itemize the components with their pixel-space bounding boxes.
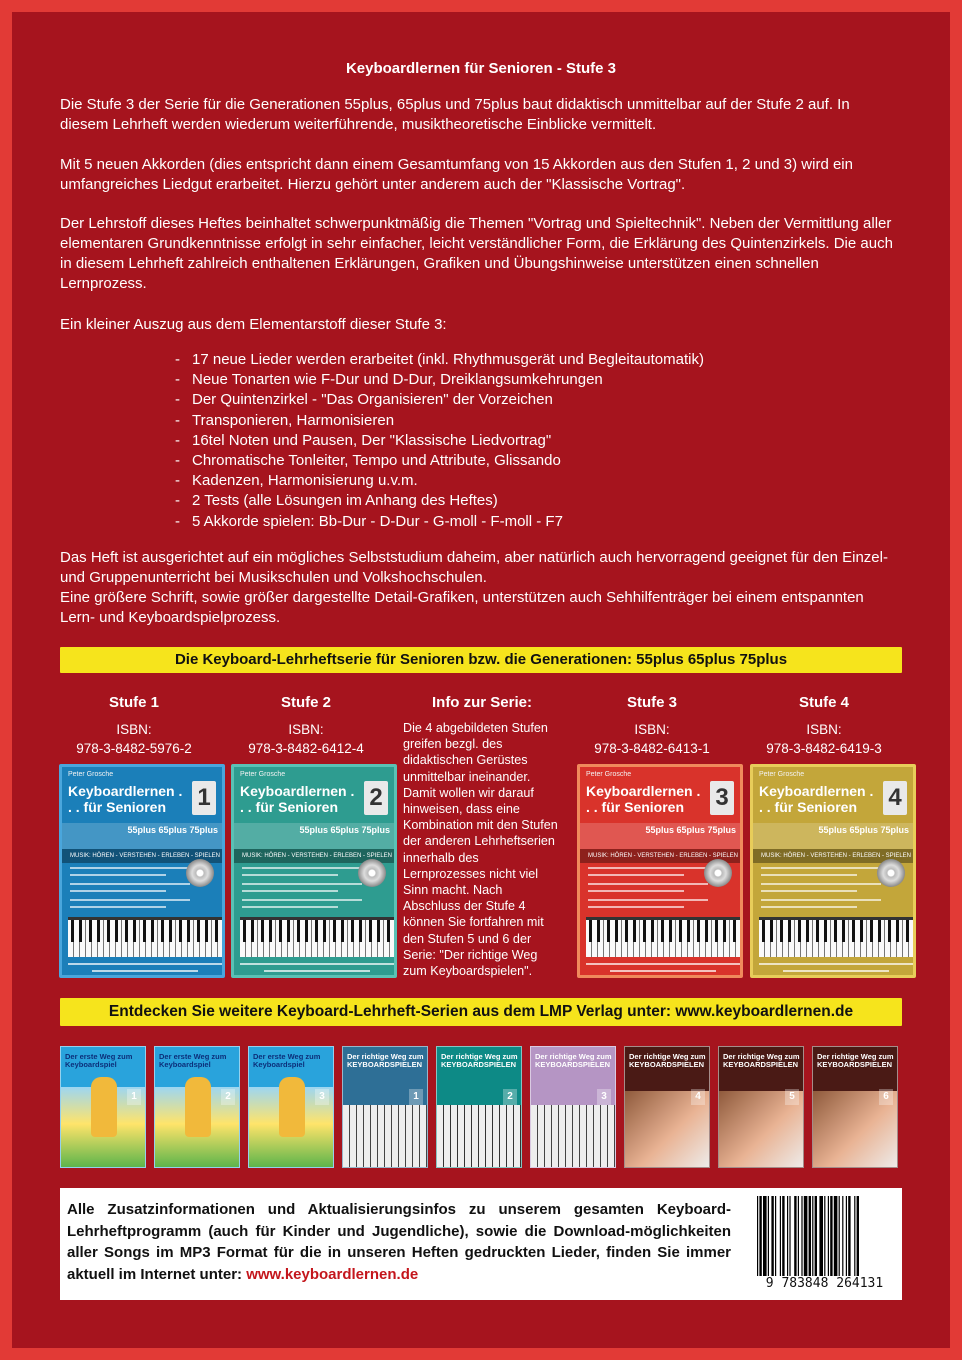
- book-bullets: [761, 867, 881, 915]
- cd-icon: [358, 859, 386, 887]
- barcode-bar: [771, 1196, 773, 1276]
- column-heading: Stufe 3: [626, 694, 677, 711]
- isbn-block: [222, 720, 390, 758]
- series-thumbnail: [60, 1046, 146, 1168]
- piano-keys-image: [240, 917, 394, 957]
- book-ages: 55plus 65plus 75plus: [818, 825, 909, 835]
- isbn-number: 978-3-8482-6412-4: [248, 741, 364, 756]
- isbn-number: 978-3-8482-5976-2: [76, 741, 192, 756]
- barcode-bar: [757, 1196, 758, 1276]
- piano-keys-image: [68, 917, 222, 957]
- column-heading: Stufe 2: [280, 694, 331, 711]
- book-cover-stufe-1: [59, 764, 225, 978]
- large-print-text: Eine größere Schrift, sowie größer dargestellte Detail-Grafiken, unterstützen auch Sehhilfenträger bei einem entspannten Lern- und Keyboardspielprozess.: [60, 589, 864, 626]
- book-title: Keyboardlernen . . . für Senioren: [68, 783, 183, 815]
- book-author: Peter Grosche: [759, 771, 805, 778]
- content-paragraph: Der Lehrstoff dieses Heftes beinhaltet schwerpunktmäßig die Themen "Vortrag und Spieltechnik". Neben der Vermittlung aller elementaren Grundkenntnisse erfolgt in sehr einfacher, leicht verständlicher Form, die Erklärung des Quintenzirkels. Die auch in diesem Lehrheft zahlreich enthaltenen Erklärungen, Grafiken und Übungshinweise unterstützen einen schnellen Lernprozess.: [60, 215, 893, 292]
- barcode-bar: [846, 1196, 847, 1276]
- cd-icon: [704, 859, 732, 887]
- book-title: Keyboardlernen . . . für Senioren: [240, 783, 355, 815]
- barcode-bar: [759, 1196, 761, 1276]
- info-box: [60, 1188, 902, 1300]
- thumbnail-title: Der erste Weg zum Keyboardspiel: [253, 1052, 321, 1069]
- barcode-bar: [801, 1196, 802, 1276]
- list-item: - Der Quintenzirkel - "Das Organisieren" der Vorzeichen: [175, 390, 704, 410]
- website-link[interactable]: www.keyboardlernen.de: [246, 1265, 419, 1283]
- book-cover-stufe-2: [231, 764, 397, 978]
- barcode-bar: [842, 1196, 843, 1276]
- giraffe-icon: [91, 1077, 117, 1137]
- isbn-number: 978-3-8482-6419-3: [766, 741, 882, 756]
- series-thumbnail: [812, 1046, 898, 1168]
- barcode-bar: [768, 1196, 769, 1276]
- thumbnail-number: 3: [315, 1089, 329, 1105]
- book-number: 1: [192, 781, 216, 815]
- list-item: - 17 neue Lieder werden erarbeitet (inkl. Rhythmusgerät und Begleitautomatik): [175, 350, 704, 370]
- series-thumbnail: [154, 1046, 240, 1168]
- chords-paragraph: Mit 5 neuen Akkorden (dies entspricht dann einem Gesamtumfang von 15 Akkorden aus den Stufen 1, 2 und 3) wird ein umfangreiches Liedgut erarbeitet. Hierzu gehört unter anderem auch der "Klassische Vortrag".: [60, 156, 853, 193]
- thumbnail-number: 2: [221, 1089, 235, 1105]
- isbn-number: 978-3-8482-6413-1: [594, 741, 710, 756]
- thumbnail-number: 6: [879, 1089, 893, 1105]
- piano-keys-image: [437, 1105, 522, 1168]
- book-ages: 55plus 65plus 75plus: [299, 825, 390, 835]
- book-bullets: [70, 867, 190, 915]
- barcode-bar: [834, 1196, 838, 1276]
- book-motto: MUSIK: HÖREN - VERSTEHEN - ERLEBEN - SPIELEN: [62, 849, 225, 863]
- barcode-bar: [819, 1196, 823, 1276]
- intro-paragraph: Die Stufe 3 der Serie für die Generationen 55plus, 65plus und 75plus baut didaktisch unmittelbar auf der Stufe 2 auf. In diesem Lehrheft werden wiederum weiterführende, musiktheoretische Einblicke vermittelt.: [60, 96, 850, 133]
- excerpt-list: [175, 350, 704, 532]
- thumbnail-title: Der richtige Weg zum KEYBOARDSPIELEN: [723, 1052, 800, 1069]
- piano-keys-image: [759, 917, 913, 957]
- barcode-bar: [848, 1196, 850, 1276]
- barcode-bar: [789, 1196, 790, 1276]
- barcode-bar: [812, 1196, 813, 1276]
- isbn-label: ISBN:: [806, 722, 842, 737]
- thumbnail-number: 4: [691, 1089, 705, 1105]
- series-banner: Die Keyboard-Lehrheftserie für Senioren bzw. die Generationen: 55plus 65plus 75plus: [60, 647, 902, 673]
- giraffe-icon: [185, 1077, 211, 1137]
- discover-banner: Entdecken Sie weitere Keyboard-Lehrheft-Serien aus dem LMP Verlag unter: www.keyboardlernen.de: [60, 998, 902, 1026]
- book-motto: MUSIK: HÖREN - VERSTEHEN - ERLEBEN - SPIELEN: [753, 849, 916, 863]
- column-heading: Stufe 4: [798, 694, 849, 711]
- series-thumbnail: [436, 1046, 522, 1168]
- list-item: - 16tel Noten und Pausen, Der "Klassische Liedvortrag": [175, 431, 704, 451]
- thumbnail-number: 1: [409, 1089, 423, 1105]
- series-thumbnail: [248, 1046, 334, 1168]
- thumbnail-title: Der erste Weg zum Keyboardspiel: [159, 1052, 227, 1069]
- barcode-bar: [780, 1196, 781, 1276]
- cd-icon: [186, 859, 214, 887]
- book-bullets: [588, 867, 708, 915]
- info-text: Alle Zusatzinformationen und Aktualisierungsinfos zu unserem gesamten Keyboard-Lehrheftprogramm (auch für Kinder und Jugendliche), sowie die Download-möglichkeiten aller Songs im MP3 Format für die in unseren Heften gedruckten Lieder, finden Sie immer aktuell im Internet unter:: [67, 1201, 731, 1283]
- book-ages: 55plus 65plus 75plus: [645, 825, 736, 835]
- piano-keys-image: [586, 917, 740, 957]
- list-item: - Transponieren, Harmonisieren: [175, 411, 704, 431]
- barcode-bar: [809, 1196, 811, 1276]
- list-item: - 2 Tests (alle Lösungen im Anhang des Heftes): [175, 491, 704, 511]
- barcode-bar: [775, 1196, 776, 1276]
- book-title: Keyboardlernen . . . für Senioren: [586, 783, 701, 815]
- thumbnail-title: Der richtige Weg zum KEYBOARDSPIELEN: [817, 1052, 894, 1069]
- book-ages: 55plus 65plus 75plus: [127, 825, 218, 835]
- series-info-text: Die 4 abgebildeten Stufen greifen bezgl. des didaktischen Gerüstes unmittelbar ineinander. Damit wollen wir darauf hinweisen, dass eine Kombination mit den Stufen der anderen Lehrheftserien innerhalb des Lernprozesses nicht viel Sinn macht. Nach Abschluss der Stufe 4 können Sie fortfahren mit den Stufen 5 und 6 der Serie: "Der richtige Weg zum Keyboardspielen".: [403, 721, 558, 979]
- book-bullets: [242, 867, 362, 915]
- thumbnail-number: 3: [597, 1089, 611, 1105]
- thumbnail-number: 2: [503, 1089, 517, 1105]
- piano-keys-image: [343, 1105, 428, 1168]
- isbn-block: [568, 720, 736, 758]
- self-study-text: Das Heft ist ausgerichtet auf ein mögliches Selbststudium daheim, aber natürlich auch hervorragend geeignet für den Einzel- und Gruppenunterricht bei Musikschulen und Volkshochschulen.: [60, 549, 888, 586]
- book-title: Keyboardlernen . . . für Senioren: [759, 783, 874, 815]
- book-number: 2: [364, 781, 388, 815]
- isbn-label: ISBN:: [634, 722, 670, 737]
- thumbnail-title: Der richtige Weg zum KEYBOARDSPIELEN: [629, 1052, 706, 1069]
- self-study-paragraph: [60, 548, 902, 628]
- cd-icon: [877, 859, 905, 887]
- thumbnail-title: Der richtige Weg zum KEYBOARDSPIELEN: [347, 1052, 424, 1069]
- isbn-block: [740, 720, 908, 758]
- series-thumbnail: [342, 1046, 428, 1168]
- barcode-bar: [787, 1196, 788, 1276]
- barcode-bar: [854, 1196, 855, 1276]
- book-number: 4: [883, 781, 907, 815]
- book-cover-stufe-4: [750, 764, 916, 978]
- thumbnail-title: Der erste Weg zum Keyboardspiel: [65, 1052, 133, 1069]
- series-thumbnail: [624, 1046, 710, 1168]
- excerpt-intro: Ein kleiner Auszug aus dem Elementarstoff dieser Stufe 3:: [60, 316, 447, 333]
- book-author: Peter Grosche: [586, 771, 632, 778]
- list-item: - Chromatische Tonleiter, Tempo und Attribute, Glissando: [175, 451, 704, 471]
- barcode-bar: [815, 1196, 817, 1276]
- barcode-bar: [782, 1196, 784, 1276]
- series-thumbnail: [530, 1046, 616, 1168]
- column-heading: Info zur Serie:: [431, 694, 532, 711]
- barcode-bar: [828, 1196, 829, 1276]
- barcode-bar: [824, 1196, 825, 1276]
- info-box-text: [67, 1199, 731, 1285]
- thumbnail-title: Der richtige Weg zum KEYBOARDSPIELEN: [535, 1052, 612, 1069]
- column-heading: Stufe 1: [108, 694, 159, 711]
- book-cover-stufe-3: [577, 764, 743, 978]
- isbn-label: ISBN:: [116, 722, 152, 737]
- barcode-bar: [794, 1196, 796, 1276]
- thumbnail-title: Der richtige Weg zum KEYBOARDSPIELEN: [441, 1052, 518, 1069]
- giraffe-icon: [279, 1077, 305, 1137]
- barcode-bar: [830, 1196, 832, 1276]
- barcode-bar: [798, 1196, 799, 1276]
- barcode-bar: [857, 1196, 859, 1276]
- piano-keys-image: [531, 1105, 616, 1168]
- barcode: [757, 1196, 892, 1276]
- isbn-block: [50, 720, 218, 758]
- barcode-bar: [839, 1196, 840, 1276]
- barcode-bar: [763, 1196, 767, 1276]
- barcode-digits: 9 783848 264131: [765, 1276, 884, 1291]
- barcode-bar: [804, 1196, 808, 1276]
- book-author: Peter Grosche: [240, 771, 286, 778]
- isbn-label: ISBN:: [288, 722, 324, 737]
- thumbnail-number: 1: [127, 1089, 141, 1105]
- series-thumbnail: [718, 1046, 804, 1168]
- book-motto: MUSIK: HÖREN - VERSTEHEN - ERLEBEN - SPIELEN: [234, 849, 397, 863]
- page-title: Keyboardlernen für Senioren - Stufe 3: [345, 60, 617, 77]
- book-motto: MUSIK: HÖREN - VERSTEHEN - ERLEBEN - SPIELEN: [580, 849, 743, 863]
- list-item: - Kadenzen, Harmonisierung u.v.m.: [175, 471, 704, 491]
- list-item: - Neue Tonarten wie F-Dur und D-Dur, Dreiklangsumkehrungen: [175, 370, 704, 390]
- thumbnail-number: 5: [785, 1089, 799, 1105]
- book-author: Peter Grosche: [68, 771, 114, 778]
- book-number: 3: [710, 781, 734, 815]
- list-item: - 5 Akkorde spielen: Bb-Dur - D-Dur - G-moll - F-moll - F7: [175, 512, 704, 532]
